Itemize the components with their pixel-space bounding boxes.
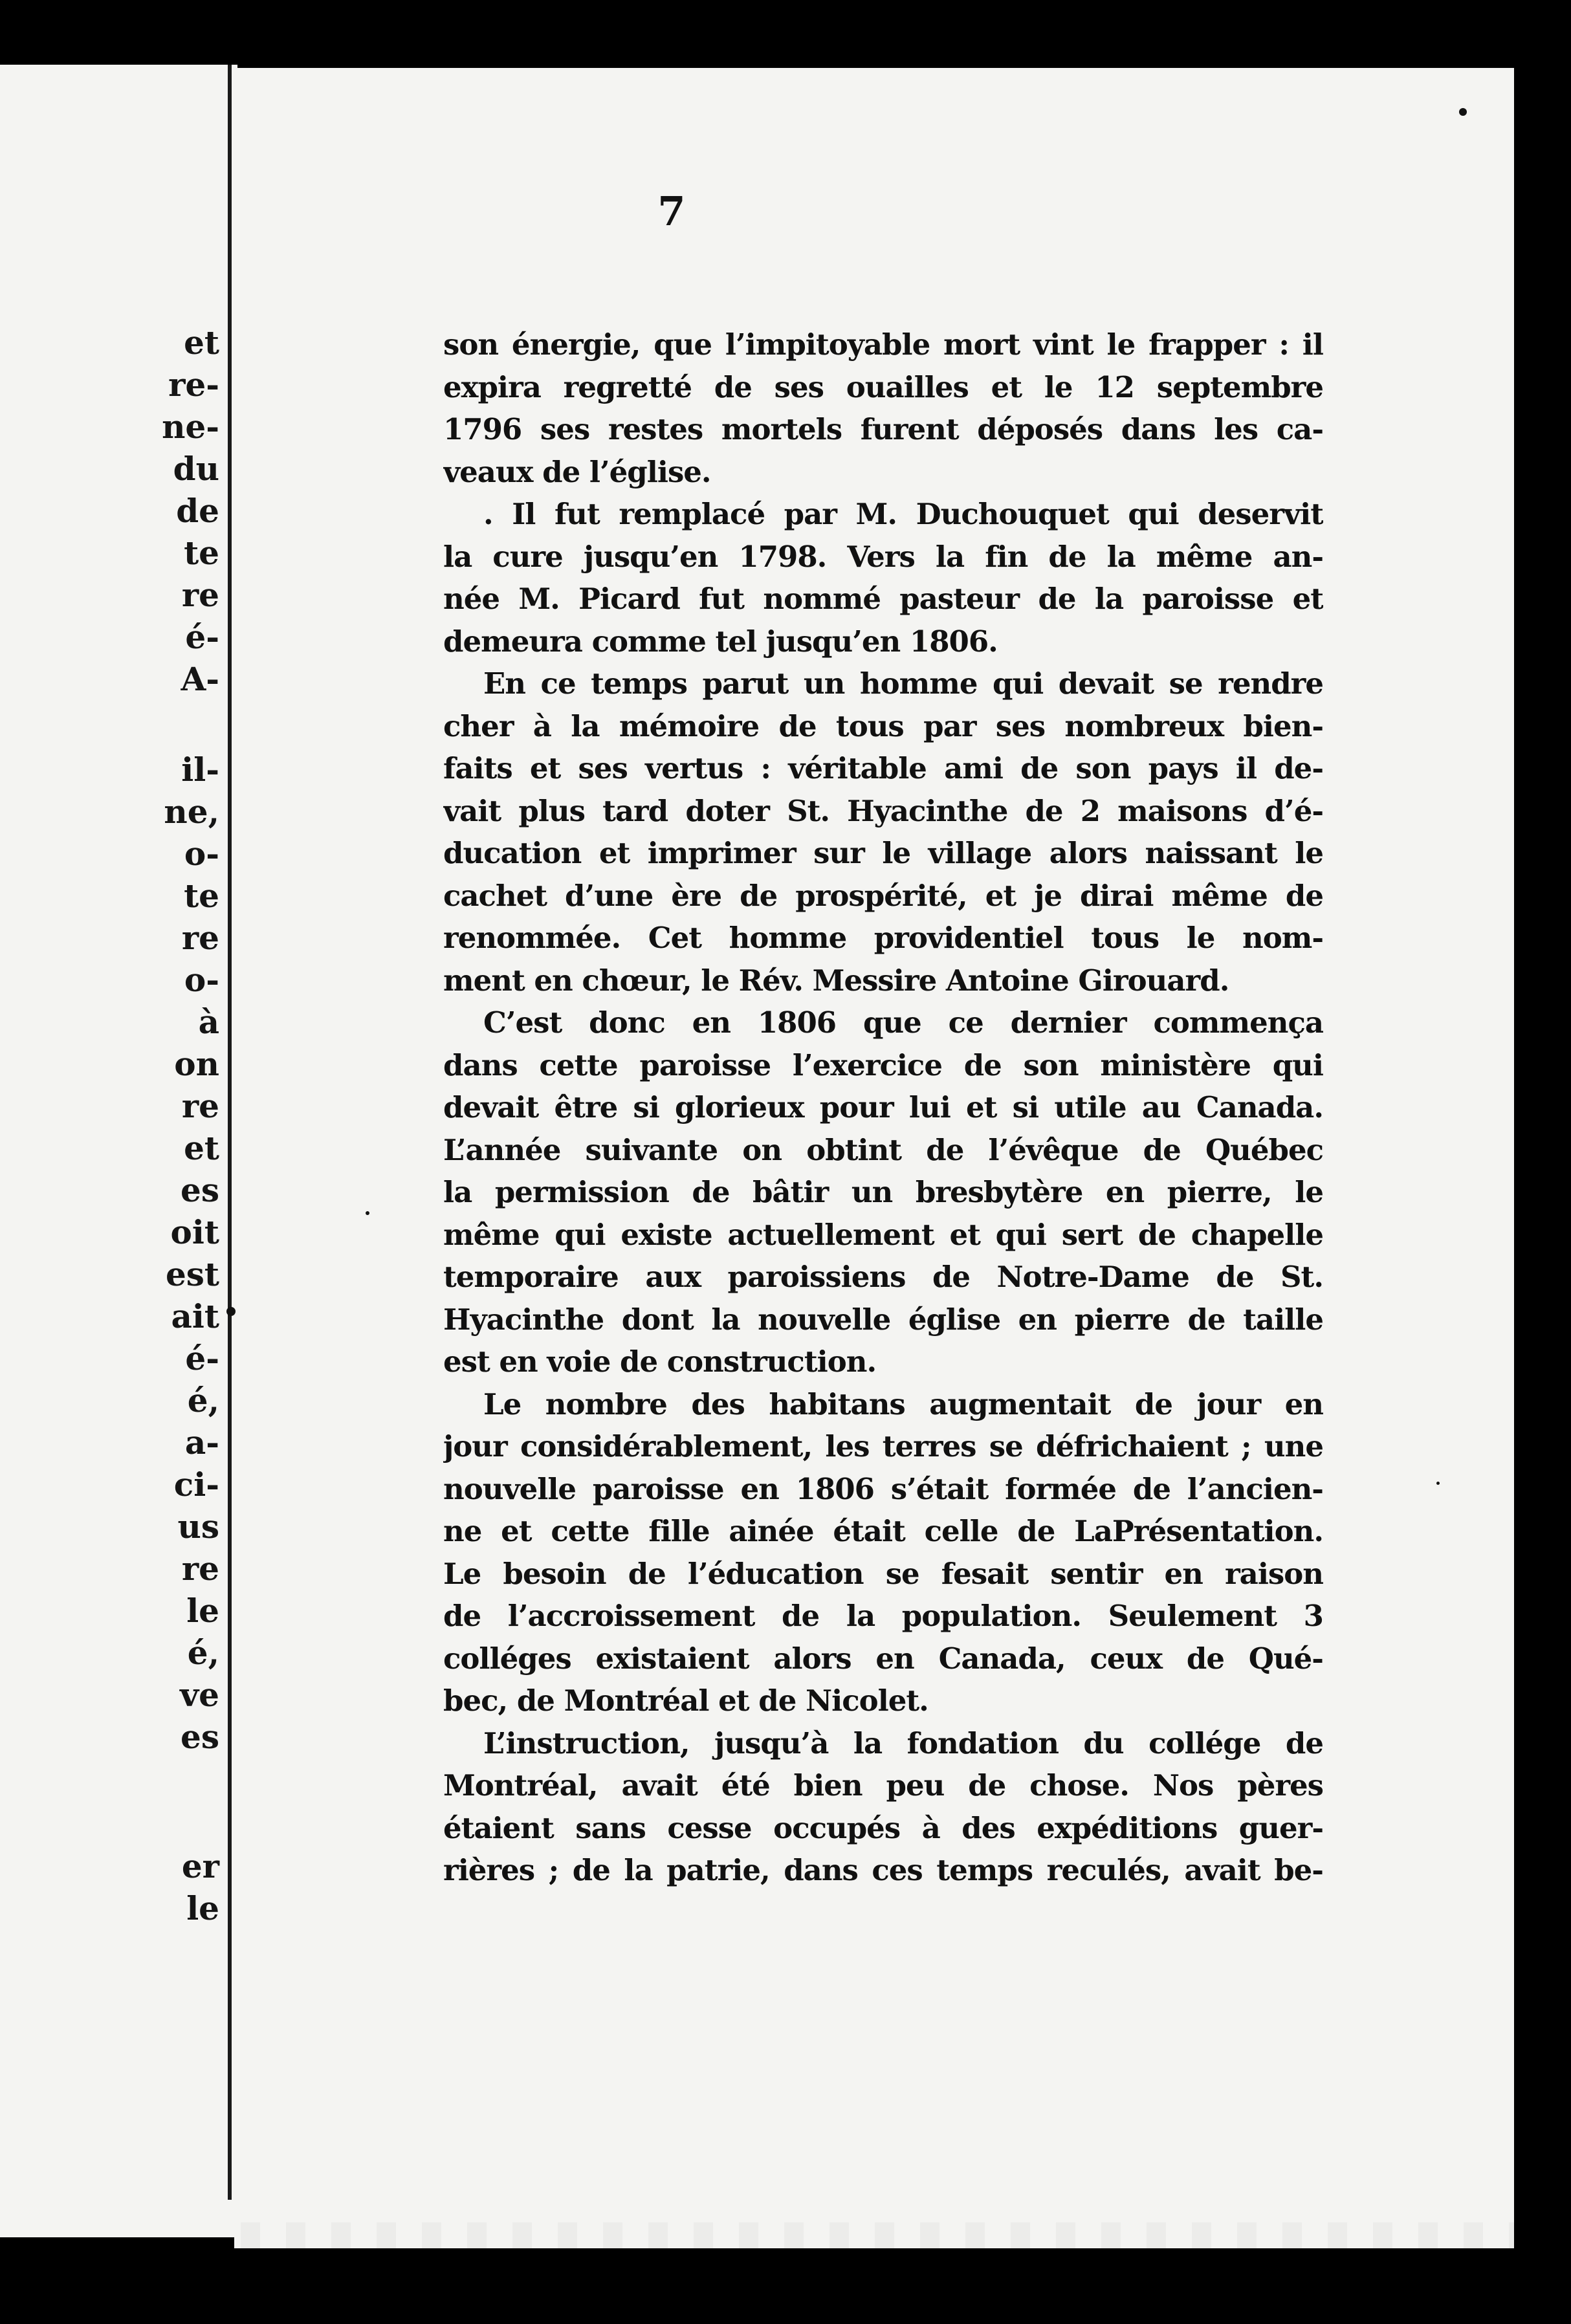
left-page-fragment: o- <box>184 961 219 999</box>
left-page-fragment: re <box>181 1087 219 1125</box>
text-line: rières ; de la patrie, dans ces temps reculés, avait be- <box>443 1853 1323 1887</box>
left-page-fragment: ci- <box>173 1465 219 1504</box>
left-page-fragment: le <box>186 1592 219 1630</box>
text-line: Hyacinthe dont la nouvelle église en pierre de taille <box>443 1302 1323 1337</box>
text-line: colléges existaient alors en Canada, ceux de Qué- <box>443 1641 1323 1676</box>
ink-speck <box>1459 108 1467 116</box>
left-page-fragment: ve <box>180 1676 219 1714</box>
left-page-fragment: et <box>184 323 219 362</box>
text-line: Le besoin de l’éducation se fesait sentir en raison <box>443 1556 1323 1591</box>
left-page-fragment: é- <box>185 618 219 656</box>
text-line: la permission de bâtir un bresbytère en pierre, le <box>443 1175 1323 1209</box>
ink-speck <box>366 1211 369 1215</box>
left-page-fragment: re <box>181 1550 219 1588</box>
text-line: C’est donc en 1806 que ce dernier commença <box>483 1005 1323 1040</box>
left-page-fragment: ne, <box>164 793 219 831</box>
bottom-edge-noise <box>241 2222 1514 2248</box>
left-page-fragment: a- <box>184 1423 219 1462</box>
left-page-fragment: é, <box>187 1381 219 1420</box>
left-page-fragment: de <box>176 492 219 530</box>
left-page-fragment: é, <box>187 1634 219 1672</box>
left-page-fragment: et <box>184 1129 219 1167</box>
text-line: dans cette paroisse l’exercice de son ministère qui <box>443 1047 1323 1082</box>
left-page-fragment: ait <box>171 1297 219 1335</box>
text-line: expira regretté de ses ouailles et le 12 septembre <box>443 369 1323 404</box>
text-line: En ce temps parut un homme qui devait se rendre <box>483 666 1323 701</box>
left-page-fragment: à <box>198 1003 219 1041</box>
text-line: son énergie, que l’impitoyable mort vint le frapper : il <box>443 327 1323 362</box>
gutter-line <box>228 65 232 2200</box>
text-line: même qui existe actuellement et qui sert de chapelle <box>443 1217 1323 1252</box>
left-page-fragment: é- <box>185 1339 219 1377</box>
text-line: devait être si glorieux pour lui et si utile au Canada. <box>443 1090 1323 1124</box>
left-page-fragment: re <box>181 576 219 614</box>
text-line: la cure jusqu’en 1798. Vers la fin de la même an- <box>443 539 1323 574</box>
text-line: est en voie de construction. <box>443 1344 877 1379</box>
left-page-fragment: o- <box>184 835 219 873</box>
left-page-edge <box>0 65 223 2237</box>
left-page-fragment: te <box>184 534 219 572</box>
left-page-fragment: du <box>173 450 219 488</box>
left-page-fragment: es <box>181 1171 219 1209</box>
left-page-fragment: te <box>184 877 219 915</box>
left-page-fragment: le <box>186 1889 219 1927</box>
text-line: jour considérablement, les terres se défrichaient ; une <box>443 1429 1323 1463</box>
text-line: L’instruction, jusqu’à la fondation du collége de <box>483 1726 1323 1760</box>
text-line: cher à la mémoire de tous par ses nombreux bien- <box>443 708 1323 743</box>
text-line: étaient sans cesse occupés à des expéditions guer- <box>443 1810 1323 1845</box>
left-page-fragment: es <box>181 1718 219 1756</box>
left-page-fragment: re <box>181 919 219 957</box>
text-line: demeura comme tel jusqu’en 1806. <box>443 624 998 659</box>
text-line: vait plus tard doter St. Hyacinthe de 2 maisons d’é- <box>443 793 1323 828</box>
text-line: de l’accroissement de la population. Seulement 3 <box>443 1599 1323 1633</box>
text-line: ment en chœur, le Rév. Messire Antoine Girouard. <box>443 963 1229 998</box>
text-line: bec, de Montréal et de Nicolet. <box>443 1683 928 1718</box>
text-line: Le nombre des habitans augmentait de jour en <box>483 1387 1323 1421</box>
text-line: faits et ses vertus : véritable ami de son pays il de- <box>443 751 1323 785</box>
text-line: temporaire aux paroissiens de Notre-Dame de St. <box>443 1260 1323 1294</box>
text-line: 1796 ses restes mortels furent déposés dans les ca- <box>443 412 1323 446</box>
ink-speck <box>1436 1482 1440 1485</box>
text-line: renommée. Cet homme providentiel tous le nom- <box>443 921 1323 955</box>
left-page-fragment: est <box>165 1255 219 1293</box>
text-line: née M. Picard fut nommé pasteur de la paroisse et <box>443 582 1323 616</box>
text-line: ducation et imprimer sur le village alors naissant le <box>443 836 1323 870</box>
left-page-fragment: re- <box>168 366 219 404</box>
text-line: Montréal, avait été bien peu de chose. Nos pères <box>443 1768 1323 1803</box>
text-line: . Il fut remplacé par M. Duchouquet qui deservit <box>483 497 1323 531</box>
left-page-fragment: us <box>177 1507 219 1546</box>
text-line: veaux de l’église. <box>443 454 711 489</box>
text-line: nouvelle paroisse en 1806 s’était formée de l’ancien- <box>443 1471 1323 1506</box>
text-line: cachet d’une ère de prospérité, et je dirai même de <box>443 878 1323 913</box>
ink-speck <box>226 1307 236 1316</box>
left-page-fragment: oit <box>170 1213 219 1251</box>
text-line: L’année suivante on obtint de l’évêque de Québec <box>443 1132 1323 1167</box>
left-page-fragment: er <box>181 1847 219 1885</box>
left-page-fragment: ne- <box>162 408 219 446</box>
body-text <box>443 323 1323 1892</box>
left-page-fragment: A- <box>181 660 219 698</box>
page-number: 7 <box>657 188 686 235</box>
text-line: ne et cette fille ainée était celle de LaPrésentation. <box>443 1514 1323 1548</box>
left-page-fragment: on <box>174 1045 219 1083</box>
left-page-fragment: il- <box>181 751 219 789</box>
